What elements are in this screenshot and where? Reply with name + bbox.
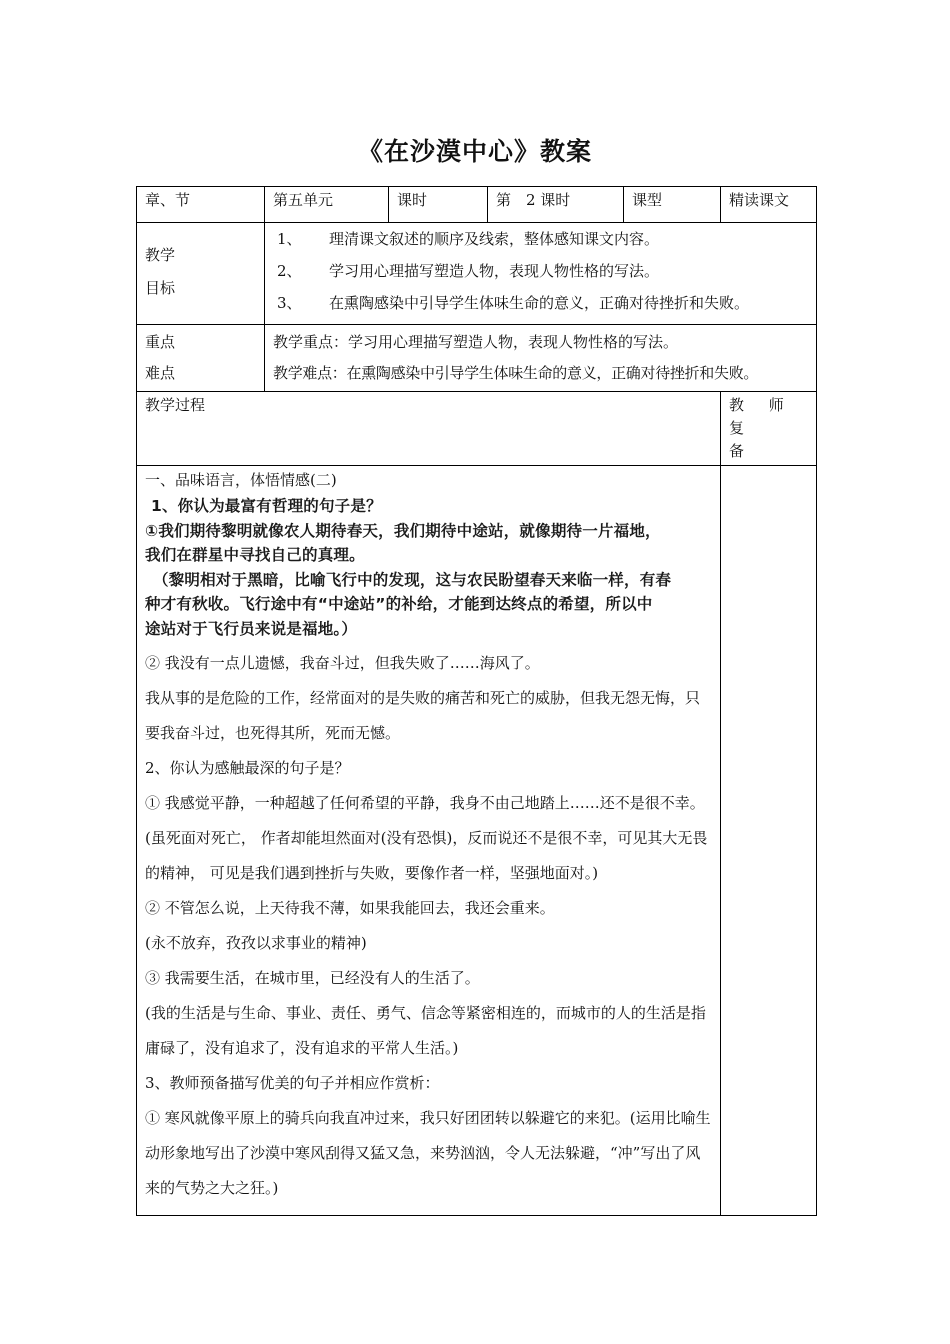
goals-content: [265, 223, 817, 325]
key-points-row: [137, 325, 817, 392]
type-value: 精读课文: [721, 187, 817, 223]
goals-label-line1: 教学: [145, 246, 176, 264]
goals-row: [137, 223, 817, 325]
q1-answer-1-note-line2: 种才有秋收。飞行途中有“中途站”的补给，才能到达终点的希望，所以中: [145, 595, 653, 613]
teacher-notes-cell: [721, 466, 817, 1216]
chapter-label: 章、节: [137, 187, 265, 223]
goals-label-line2: 目标: [145, 279, 176, 297]
goal-item: 2、 学习用心理描写塑造人物，表现人物性格的写法。: [277, 262, 660, 280]
q1-answer-1-note-line3: 途站对于飞行员来说是福地。）: [145, 619, 358, 638]
teaching-difficulty: 教学难点：在熏陶感染中引导学生体味生命的意义，正确对待挫折和失败。: [273, 364, 759, 382]
process-label: 教学过程: [137, 392, 721, 466]
header-row: [137, 187, 817, 223]
q1-answer-1-note-line1: （黎明相对于黑暗，比喻飞行中的发现，这与农民盼望春天来临一样，有春: [153, 570, 672, 589]
q1-answer-1-line1: ①我们期待黎明就像农人期待春天，我们期待中途站，就像期待一片福地，: [145, 521, 661, 540]
q1-answer-2: ② 我没有一点儿遗憾，我奋斗过，但我失败了……海风了。: [145, 654, 540, 672]
process-content: [137, 466, 721, 1216]
teacher-notes-label: [721, 392, 817, 466]
key-points-label-line1: 重点: [145, 333, 176, 351]
teacher-notes-label-line1: 教 师 复: [729, 396, 794, 437]
q2-answer-2: ② 不管怎么说，上天待我不薄，如果我能回去，我还会重来。: [145, 899, 555, 917]
process-body-row: [137, 466, 817, 1216]
q2-answer-1: ① 我感觉平静，一种超越了任何希望的平静，我身不由己地踏上……还不是很不幸。(虽死面对死亡， 作者却能坦然面对(没有恐惧)，反而说还不是很不幸，可见其大无畏的精神， 可见是我们遇到挫折与失败，要像作者一样，坚强地面对。): [145, 794, 708, 882]
goal-item: 1、 理清课文叙述的顺序及线索，整体感知课文内容。: [277, 230, 660, 248]
question-1: 1、你认为最富有哲理的句子是？: [151, 497, 382, 515]
question-3: 3、教师预备描写优美的句子并相应作赏析：: [145, 1074, 440, 1092]
chapter-value: 第五单元: [265, 187, 389, 223]
key-points-label: [137, 325, 265, 392]
goal-item: 3、 在熏陶感染中引导学生体味生命的意义，正确对待挫折和失败。: [277, 294, 750, 312]
q2-answer-2-note: (永不放弃，孜孜以求事业的精神): [145, 934, 367, 952]
key-points-label-line2: 难点: [145, 364, 176, 382]
section-heading: 一、品味语言，体悟情感(二): [145, 471, 337, 489]
goals-label: [137, 223, 265, 325]
period-label: 课时: [389, 187, 488, 223]
process-header-row: [137, 392, 817, 466]
lesson-plan-table: [136, 186, 817, 1216]
q1-answer-2-note: 我从事的是危险的工作，经常面对的是失败的痛苦和死亡的威胁，但我无怨无悔，只要我奋斗过，也死得其所，死而无憾。: [145, 689, 701, 742]
page-title: 《在沙漠中心》教案: [357, 137, 592, 166]
teaching-focus: 教学重点：学习用心理描写塑造人物，表现人物性格的写法。: [273, 333, 679, 351]
q2-answer-3: ③ 我需要生活，在城市里，已经没有人的生活了。: [145, 969, 480, 987]
q3-answer-1: ① 寒风就像平原上的骑兵向我直冲过来，我只好团团转以躲避它的来犯。(运用比喻生动形象地写出了沙漠中寒风刮得又猛又急，来势汹汹，令人无法躲避，“冲”写出了风来的气势之大之狂。): [145, 1109, 711, 1197]
type-label: 课型: [624, 187, 721, 223]
teacher-notes-label-line2: 备: [729, 442, 755, 460]
period-value: 第 2 课时: [488, 187, 624, 223]
question-2: 2、你认为感触最深的句子是？: [145, 759, 350, 777]
q1-answer-1-line2: 我们在群星中寻找自己的真理。: [145, 546, 365, 564]
q2-answer-3-note: (我的生活是与生命、事业、责任、勇气、信念等紧密相连的，而城市的人的生活是指庸碌了，没有追求了，没有追求的平常人生活。): [145, 1004, 706, 1057]
key-points-content: [265, 325, 817, 392]
